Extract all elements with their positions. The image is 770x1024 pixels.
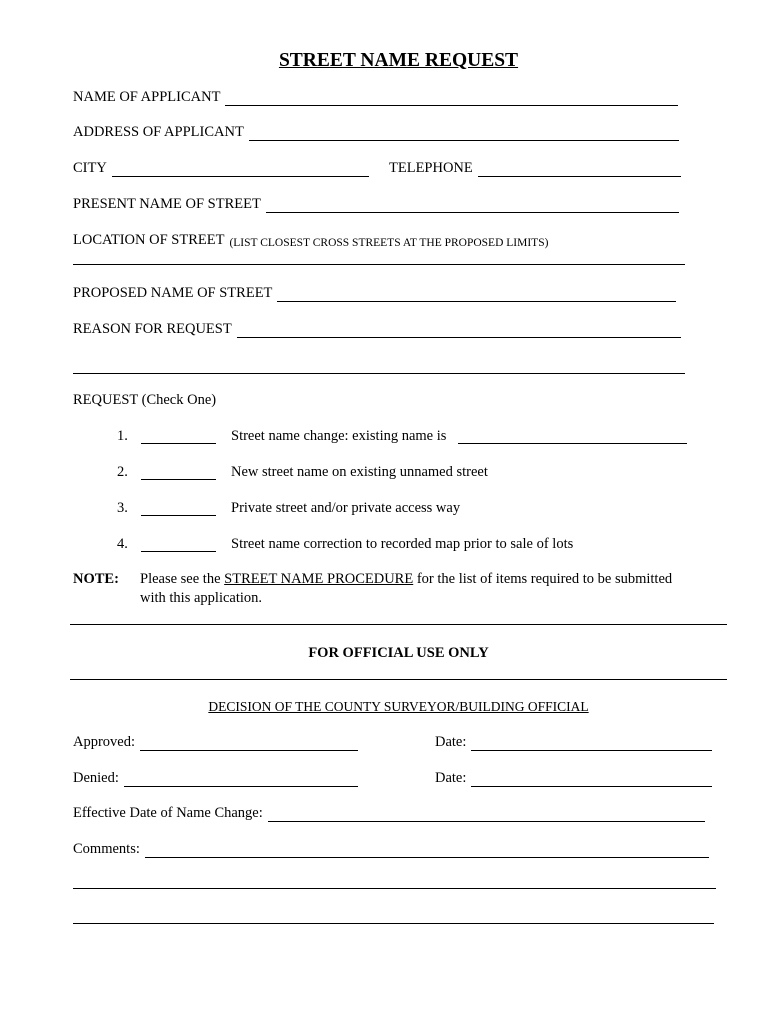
date-label: Date: <box>435 734 467 750</box>
note-before: Please see the <box>140 571 221 587</box>
reason-label: REASON FOR REQUEST <box>73 321 232 337</box>
option-1-text: Street name change: existing name is <box>231 428 447 444</box>
city-line[interactable] <box>112 162 369 177</box>
present-street-field[interactable] <box>73 195 679 213</box>
approved-date-field[interactable] <box>435 733 712 751</box>
option-4-text: Street name correction to recorded map prior to sale of lots <box>231 536 574 552</box>
option-3-text: Private street and/or private access way <box>231 500 461 516</box>
location-field <box>73 231 548 249</box>
page-title: STREET NAME REQUEST <box>278 50 519 71</box>
applicant-address-label: ADDRESS OF APPLICANT <box>73 124 244 140</box>
date-label: Date: <box>435 770 467 786</box>
approved-date-line[interactable] <box>471 736 712 751</box>
effective-date-field[interactable] <box>73 804 705 822</box>
reason-line[interactable] <box>237 323 681 338</box>
reason-field[interactable] <box>73 320 681 338</box>
decision-heading: DECISION OF THE COUNTY SURVEYOR/BUILDING OFFICIAL <box>208 699 589 714</box>
city-label: CITY <box>73 160 107 176</box>
divider <box>70 679 727 680</box>
note-label: NOTE: <box>73 571 119 587</box>
denied-date-line[interactable] <box>471 772 712 787</box>
note-after: for the list of items required to be submitted <box>416 571 673 587</box>
present-street-line[interactable] <box>266 198 679 213</box>
applicant-name-label: NAME OF APPLICANT <box>73 89 221 105</box>
telephone-field[interactable] <box>389 159 681 177</box>
location-note: (LIST CLOSEST CROSS STREETS AT THE PROPOSED LIMITS) <box>229 237 549 249</box>
telephone-label: TELEPHONE <box>389 160 473 176</box>
location-label: LOCATION OF STREET <box>73 232 225 248</box>
effective-date-label: Effective Date of Name Change: <box>73 805 263 821</box>
option-number: 3. <box>117 500 128 516</box>
proposed-street-label: PROPOSED NAME OF STREET <box>73 285 273 301</box>
option-number: 2. <box>117 464 128 480</box>
effective-date-line[interactable] <box>268 807 705 822</box>
applicant-name-line[interactable] <box>225 91 678 106</box>
divider <box>70 624 727 625</box>
procedure-link[interactable]: STREET NAME PROCEDURE <box>224 571 414 587</box>
approved-label: Approved: <box>73 734 136 750</box>
present-street-label: PRESENT NAME OF STREET <box>73 196 261 212</box>
option-number: 4. <box>117 536 128 552</box>
denied-line[interactable] <box>124 772 358 787</box>
denied-label: Denied: <box>73 770 119 786</box>
comments-line[interactable] <box>145 843 709 858</box>
official-heading: FOR OFFICIAL USE ONLY <box>308 645 489 661</box>
proposed-street-line[interactable] <box>277 287 676 302</box>
location-line[interactable] <box>73 264 685 265</box>
option-2-text: New street name on existing unnamed street <box>231 464 488 480</box>
request-label: REQUEST (Check One) <box>73 392 217 408</box>
approved-field[interactable] <box>73 733 358 751</box>
city-field[interactable] <box>73 159 369 177</box>
applicant-address-field[interactable] <box>73 123 679 141</box>
option-1-checkbox[interactable] <box>141 429 216 444</box>
reason-line-2[interactable] <box>73 373 685 374</box>
existing-name-line[interactable] <box>458 429 687 444</box>
proposed-street-field[interactable] <box>73 284 676 302</box>
telephone-line[interactable] <box>478 162 681 177</box>
option-3-checkbox[interactable] <box>141 501 216 516</box>
comments-label: Comments: <box>73 841 140 857</box>
applicant-address-line[interactable] <box>249 126 679 141</box>
comments-line-2[interactable] <box>73 888 716 889</box>
option-4-checkbox[interactable] <box>141 537 216 552</box>
comments-field[interactable] <box>73 840 709 858</box>
option-number: 1. <box>117 428 128 444</box>
approved-line[interactable] <box>140 736 358 751</box>
comments-line-3[interactable] <box>73 923 714 924</box>
applicant-name-field[interactable] <box>73 88 678 106</box>
denied-field[interactable] <box>73 769 358 787</box>
note-line-2: with this application. <box>140 590 263 606</box>
note-text <box>140 571 672 588</box>
denied-date-field[interactable] <box>435 769 712 787</box>
option-2-checkbox[interactable] <box>141 465 216 480</box>
